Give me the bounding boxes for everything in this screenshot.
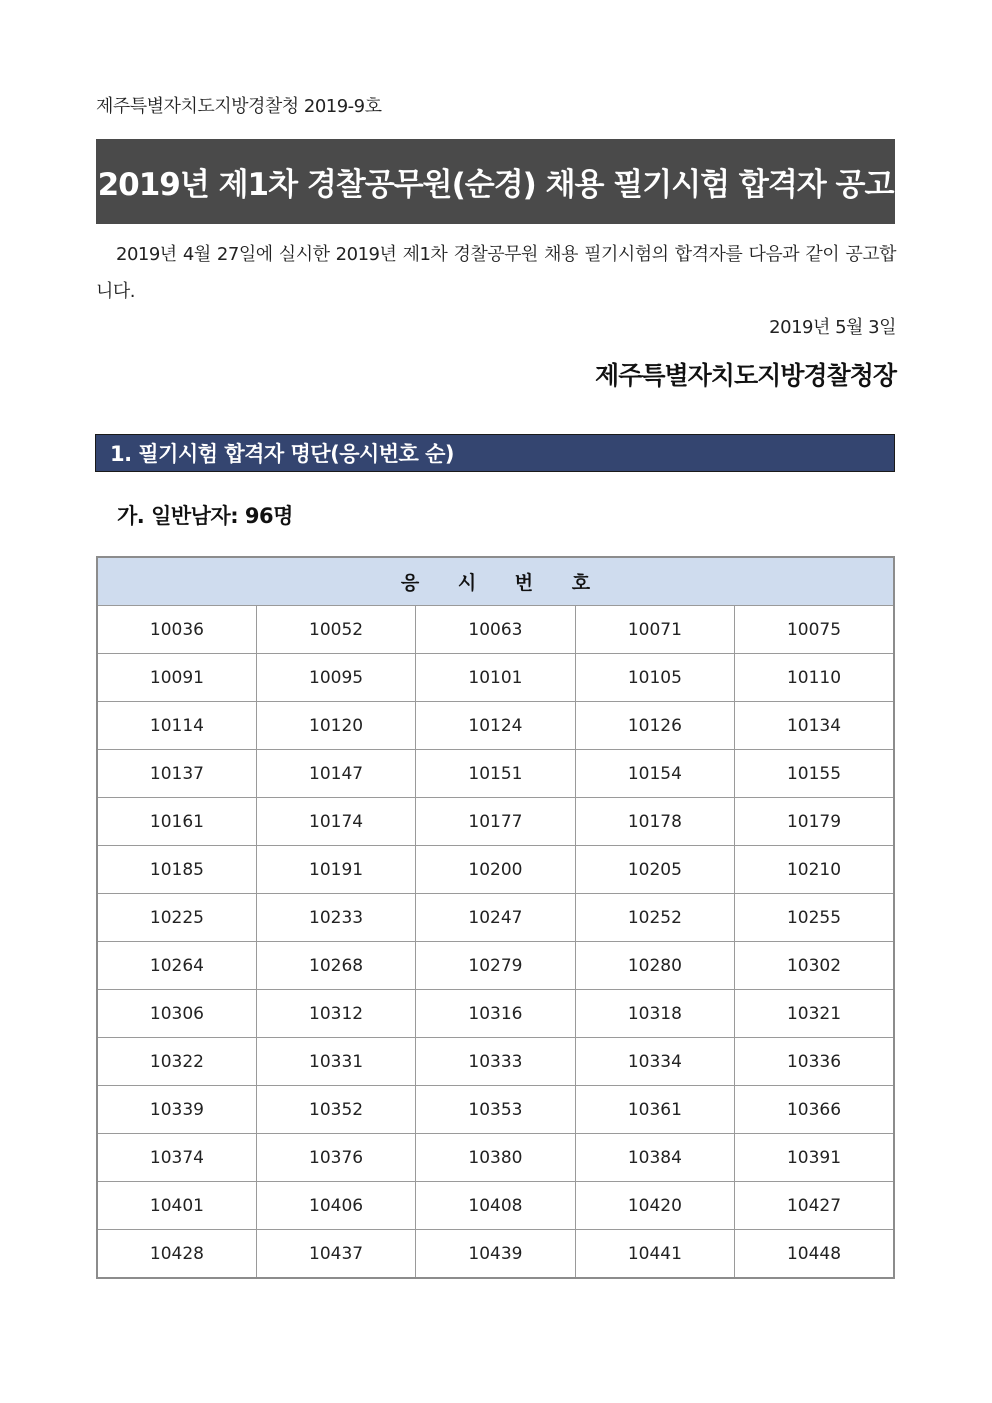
table-header-cell: 응 시 번 호 <box>97 557 894 606</box>
applicant-number-cell: 10151 <box>416 750 575 798</box>
applicant-number-cell: 10134 <box>735 702 894 750</box>
table-row <box>97 1134 894 1182</box>
applicant-number-cell: 10110 <box>735 654 894 702</box>
applicant-number-cell: 10179 <box>735 798 894 846</box>
applicant-number-cell: 10178 <box>575 798 734 846</box>
table-row <box>97 654 894 702</box>
table-row <box>97 1230 894 1279</box>
applicant-number-cell: 10428 <box>97 1230 256 1279</box>
issuer-name: 제주특별자치도지방경찰청장 <box>595 361 896 390</box>
applicant-number-cell: 10302 <box>735 942 894 990</box>
table-row <box>97 1086 894 1134</box>
applicant-number-cell: 10154 <box>575 750 734 798</box>
applicant-number-cell: 10177 <box>416 798 575 846</box>
applicant-number-cell: 10161 <box>97 798 256 846</box>
applicant-number-cell: 10401 <box>97 1182 256 1230</box>
applicant-number-cell: 10322 <box>97 1038 256 1086</box>
announcement-date: 2019년 5월 3일 <box>769 317 896 338</box>
applicant-number-cell: 10120 <box>256 702 415 750</box>
table-row <box>97 750 894 798</box>
applicant-number-cell: 10063 <box>416 606 575 654</box>
section-title: 1. 필기시험 합격자 명단(응시번호 순) <box>110 442 455 466</box>
table-row <box>97 894 894 942</box>
applicant-number-cell: 10316 <box>416 990 575 1038</box>
applicant-number-cell: 10174 <box>256 798 415 846</box>
applicant-number-cell: 10124 <box>416 702 575 750</box>
applicant-number-cell: 10408 <box>416 1182 575 1230</box>
applicant-number-cell: 10126 <box>575 702 734 750</box>
applicant-number-cell: 10391 <box>735 1134 894 1182</box>
applicant-number-cell: 10361 <box>575 1086 734 1134</box>
applicant-number-cell: 10336 <box>735 1038 894 1086</box>
applicant-number-cell: 10331 <box>256 1038 415 1086</box>
applicant-number-cell: 10339 <box>97 1086 256 1134</box>
table-body <box>97 606 894 1279</box>
applicant-number-cell: 10384 <box>575 1134 734 1182</box>
applicant-number-cell: 10247 <box>416 894 575 942</box>
section-heading-bar <box>95 434 895 472</box>
table-row <box>97 1182 894 1230</box>
applicant-number-cell: 10225 <box>97 894 256 942</box>
applicant-number-cell: 10052 <box>256 606 415 654</box>
applicant-number-cell: 10191 <box>256 846 415 894</box>
applicant-number-cell: 10071 <box>575 606 734 654</box>
applicant-number-cell: 10321 <box>735 990 894 1038</box>
applicant-number-cell: 10376 <box>256 1134 415 1182</box>
applicant-number-cell: 10448 <box>735 1230 894 1279</box>
applicant-number-cell: 10101 <box>416 654 575 702</box>
applicant-number-cell: 10105 <box>575 654 734 702</box>
applicant-number-cell: 10255 <box>735 894 894 942</box>
applicant-number-cell: 10380 <box>416 1134 575 1182</box>
applicant-number-cell: 10252 <box>575 894 734 942</box>
document-title: 2019년 제1차 경찰공무원(순경) 채용 필기시험 합격자 공고 <box>97 167 894 203</box>
applicant-number-cell: 10279 <box>416 942 575 990</box>
table-row <box>97 846 894 894</box>
applicant-number-cell: 10137 <box>97 750 256 798</box>
table-row <box>97 702 894 750</box>
applicant-number-cell: 10147 <box>256 750 415 798</box>
applicant-number-cell: 10075 <box>735 606 894 654</box>
table-row <box>97 1038 894 1086</box>
applicant-number-cell: 10334 <box>575 1038 734 1086</box>
applicant-number-table <box>96 556 895 1279</box>
applicant-number-cell: 10036 <box>97 606 256 654</box>
applicant-number-cell: 10366 <box>735 1086 894 1134</box>
table-row <box>97 606 894 654</box>
applicant-number-cell: 10318 <box>575 990 734 1038</box>
intro-paragraph: 2019년 4월 27일에 실시한 2019년 제1차 경찰공무원 채용 필기시험의 합격자를 다음과 같이 공고합니다. <box>96 244 896 302</box>
applicant-number-cell: 10420 <box>575 1182 734 1230</box>
table-row <box>97 990 894 1038</box>
table-row <box>97 798 894 846</box>
applicant-number-cell: 10427 <box>735 1182 894 1230</box>
applicant-number-cell: 10205 <box>575 846 734 894</box>
applicant-number-cell: 10333 <box>416 1038 575 1086</box>
applicant-number-cell: 10233 <box>256 894 415 942</box>
applicant-number-cell: 10280 <box>575 942 734 990</box>
applicant-number-cell: 10155 <box>735 750 894 798</box>
applicant-number-cell: 10437 <box>256 1230 415 1279</box>
applicant-number-cell: 10374 <box>97 1134 256 1182</box>
applicant-number-cell: 10185 <box>97 846 256 894</box>
applicant-number-cell: 10264 <box>97 942 256 990</box>
applicant-number-cell: 10268 <box>256 942 415 990</box>
applicant-number-cell: 10091 <box>97 654 256 702</box>
applicant-number-cell: 10406 <box>256 1182 415 1230</box>
applicant-number-cell: 10200 <box>416 846 575 894</box>
applicant-number-cell: 10114 <box>97 702 256 750</box>
applicant-number-cell: 10306 <box>97 990 256 1038</box>
applicant-number-cell: 10312 <box>256 990 415 1038</box>
document-number: 제주특별자치도지방경찰청 2019-9호 <box>96 96 382 117</box>
applicant-number-cell: 10439 <box>416 1230 575 1279</box>
document-title-bar <box>96 139 895 224</box>
applicant-number-cell: 10352 <box>256 1086 415 1134</box>
applicant-number-cell: 10353 <box>416 1086 575 1134</box>
subsection-heading: 가. 일반남자: 96명 <box>117 504 293 528</box>
applicant-number-cell: 10095 <box>256 654 415 702</box>
table-header-row <box>97 557 894 606</box>
table-row <box>97 942 894 990</box>
applicant-number-cell: 10210 <box>735 846 894 894</box>
applicant-number-cell: 10441 <box>575 1230 734 1279</box>
